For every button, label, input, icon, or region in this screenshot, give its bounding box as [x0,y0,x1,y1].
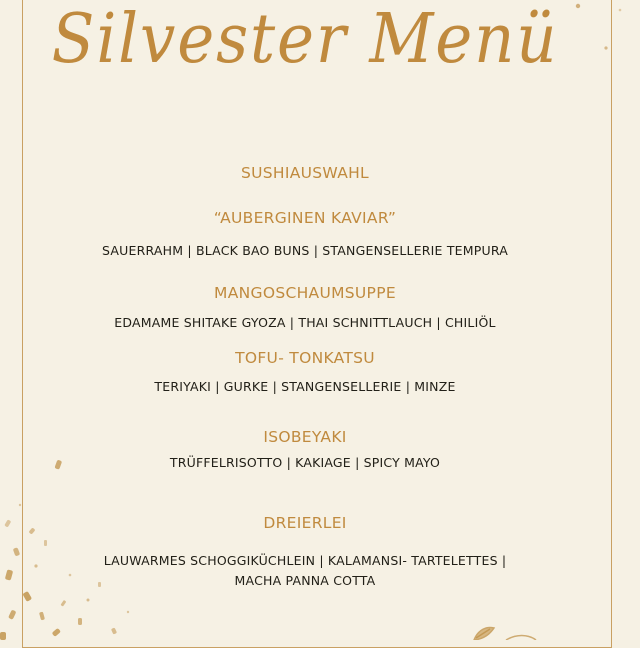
course-name: DREIERLEI [263,514,347,532]
course-name: MANGOSCHAUMSUPPE [214,284,396,302]
course-details: SAUERRAHM | BLACK BAO BUNS | STANGENSELLERIE TEMPURA [102,243,508,258]
course-name: “AUBERGINEN KAVIAR” [213,209,397,227]
course-name: ISOBEYAKI [263,428,347,446]
course-details: LAUWARMES SCHOGGIKÜCHLEIN | KALAMANSI- TARTELETTES | [103,553,507,568]
course-details: EDAMAME SHITAKE GYOZA | THAI SCHNITTLAUCH | CHILIÖL [114,315,496,330]
title-area [0,0,640,120]
course-details: TRÜFFELRISOTTO | KAKIAGE | SPICY MAYO [169,455,441,470]
menu-title: Silvester Menü [51,0,559,79]
course-name: TOFU- TONKATSU [235,349,375,367]
course-name: SUSHIAUSWAHL [240,164,369,182]
course-details-line2: MACHA PANNA COTTA [234,573,376,588]
course-details: TERIYAKI | GURKE | STANGENSELLERIE | MINZE [154,379,456,394]
